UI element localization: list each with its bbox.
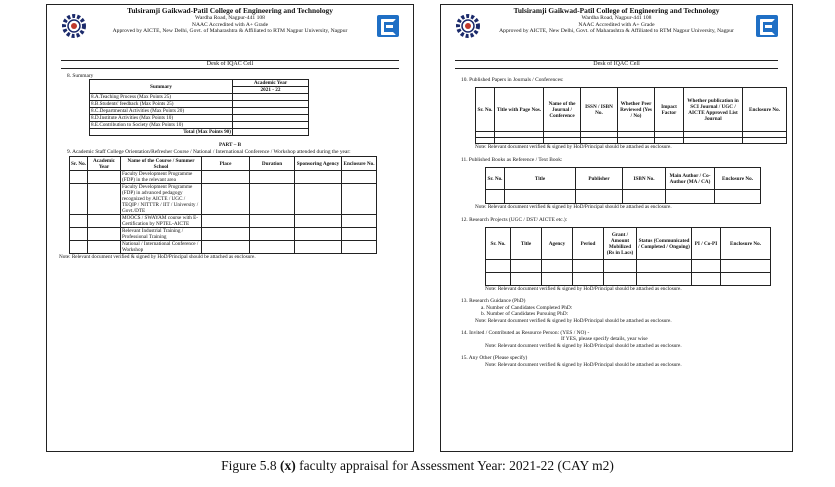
- summary-row: 8.D.Institute Activities (Max Points 10): [90, 115, 233, 122]
- table-row: National / International Conference / Workshop: [121, 241, 202, 254]
- item15-title: 15. Any Other (Please specify): [461, 355, 528, 362]
- col-pi: PI / Co-PI: [692, 228, 721, 260]
- col-grant: Grant / Amount Mobilized (Rs in Lacs): [604, 228, 637, 260]
- college-name: Tulsiramji Gaikwad-Patil College of Engineering and Technology: [127, 6, 333, 15]
- col-journal: Name of the Journal / Conference: [544, 88, 581, 132]
- caption-prefix: Figure 5.8: [221, 458, 281, 473]
- enclosure-note: Note: Relevant document verified & signed by HoD/Principal should be attached as enclosure.: [485, 342, 682, 349]
- col-title: Title: [505, 168, 576, 190]
- item9-title: 9. Academic Staff College Orientation/Refresher Course / National / International Conference / Workshop attended during the year:: [67, 148, 351, 155]
- enclosure-note: Note: Relevant document verified & signed by HoD/Principal should be attached as enclosure.: [485, 361, 682, 368]
- college-gear-logo-icon: [61, 13, 87, 39]
- item11-title: 11. Published Books as Reference / Text Book:: [461, 156, 563, 163]
- projects-table: [485, 227, 771, 286]
- col-issn: ISSN / ISBN No.: [581, 88, 618, 132]
- item13-title: 13. Research Guidance (PhD): [461, 298, 526, 305]
- approval-text: Approved by AICTE, New Delhi, Govt. of Maharashtra & Affiliated to RTM Nagpur University, Nagpur: [112, 28, 348, 35]
- figure-caption: [0, 458, 835, 474]
- col-sr-no: Sr. No.: [476, 88, 495, 132]
- summary-title: 8. Summary: [67, 73, 94, 79]
- col-author-role: Main Author / Co-Author (MA / CA): [666, 168, 715, 190]
- naac-grade: NAAC Accredited with A+ Grade: [578, 21, 655, 28]
- col-academic-year: Academic Year: [88, 157, 121, 171]
- enclosure-note: Note: Relevant document verified & signed by HoD/Principal should be attached as enclosure.: [475, 204, 672, 211]
- desk-banner: Desk of IQAC Cell: [455, 60, 778, 69]
- enclosure-note: Note: Relevant document verified & signed by HoD/Principal should be attached as enclosure.: [485, 286, 682, 293]
- academic-year-header: Academic Year: [233, 80, 309, 87]
- col-duration: Duration: [250, 157, 295, 171]
- col-enclosure-no: Enclosure No.: [721, 228, 771, 260]
- col-impact-factor: Impact Factor: [655, 88, 684, 132]
- naac-grade: NAAC Accredited with A+ Grade: [191, 21, 269, 28]
- col-peer-reviewed: Whether Peer Reviewed (Yes / No): [618, 88, 655, 132]
- books-table: [485, 167, 761, 204]
- college-gear-logo-icon: [455, 13, 481, 39]
- college-name: Tulsiramji Gaikwad-Patil College of Engineering and Technology: [513, 6, 720, 15]
- summary-row: 8.A.Teaching Process (Max Points 25): [90, 94, 233, 101]
- fdp-table: [69, 156, 377, 254]
- col-sr-no: Sr. No.: [486, 168, 505, 190]
- college-header: [47, 5, 413, 51]
- summary-row: 8.C.Departmental Activities (Max Points 20): [90, 108, 233, 115]
- col-title: Title: [511, 228, 542, 260]
- college-address: Wardha Road, Nagpur-441 108: [581, 15, 652, 21]
- caption-label: (x): [280, 458, 296, 473]
- col-publisher: Publisher: [576, 168, 623, 190]
- col-place: Place: [202, 157, 250, 171]
- papers-table: [475, 87, 787, 144]
- col-enclosure-no: Enclosure No.: [342, 157, 377, 171]
- col-sci-journal: Whether publication in SCI Journal / UGC / AICTE Approved List Journal: [684, 88, 743, 132]
- college-header: [441, 5, 792, 51]
- col-agency: Agency: [542, 228, 573, 260]
- g-brand-logo-icon: [377, 15, 399, 37]
- item13-completed: a. Number of Candidates Completed PhD:: [481, 304, 573, 311]
- item12-title: 12. Research Projects (UGC / DST/ AICTE etc.):: [461, 216, 568, 223]
- table-row: Relevant Industrial Training / Professional Training: [121, 228, 202, 241]
- col-course-name: Name of the Course / Summer School: [121, 157, 202, 171]
- part-b-title: PART – B: [218, 142, 242, 149]
- col-enclosure-no: Enclosure No.: [743, 88, 787, 132]
- appraisal-page-right: [440, 4, 793, 452]
- col-enclosure-no: Enclosure No.: [715, 168, 761, 190]
- col-period: Period: [573, 228, 604, 260]
- g-brand-logo-icon: [756, 15, 778, 37]
- summary-row: 8.B.Students' feedback (Max Points 25): [90, 101, 233, 108]
- col-isbn: ISBN No.: [623, 168, 666, 190]
- item14-detail: If YES, please specify details, year wise: [561, 336, 648, 343]
- appraisal-page-left: [46, 4, 414, 452]
- enclosure-note: Note: Relevant document verified & signed by HoD/Principal should be attached as enclosure.: [475, 317, 672, 324]
- col-status: Status (Communicated / Completed / Ongoing): [637, 228, 692, 260]
- table-row: Faculty Development Programme (FDP) in advanced pedagogy recognized by AICTE / UGC / TEQIP / NITTTR / IIT / University / Govt./DTE: [121, 184, 202, 215]
- item13-pursuing: b. Number of Candidates Pursuing PhD:: [481, 311, 569, 318]
- summary-table: [89, 79, 309, 136]
- college-address: Wardha Road, Nagpur-441 108: [195, 15, 265, 21]
- summary-header: Summary: [90, 80, 233, 94]
- col-sr-no: Sr. No.: [70, 157, 88, 171]
- col-title: Title with Page Nos.: [495, 88, 544, 132]
- enclosure-note: Note: Relevant document verified & signed by HoD/Principal should be attached as enclosure.: [59, 254, 256, 261]
- academic-year-value: 2021 - 22: [233, 87, 309, 94]
- enclosure-note: Note: Relevant document verified & signed by HoD/Principal should be attached as enclosure.: [475, 144, 672, 151]
- table-row: Faculty Development Programme (FDP) in the relevant area: [121, 171, 202, 184]
- approval-text: Approved by AICTE, New Delhi, Govt. of Maharashtra & Affiliated to RTM Nagpur University, Nagpur: [499, 28, 734, 35]
- table-row: MOOCS / SWAYAM course with E-Certification by NPTEL-AICTE: [121, 215, 202, 228]
- item10-title: 10. Published Papers in Journals / Conferences:: [461, 77, 564, 83]
- summary-total-row: Total (Max Points 90): [90, 129, 233, 136]
- summary-row: 8.E.Contribution to Society (Max Points 10): [90, 122, 233, 129]
- caption-text: faculty appraisal for Assessment Year: 2021-22 (CAY m2): [295, 458, 614, 473]
- col-sponsoring-agency: Sponsoring Agency: [295, 157, 342, 171]
- col-sr-no: Sr. No.: [486, 228, 511, 260]
- item14-title: 14. Invited / Contributed as Resource Person: (YES / NO) -: [461, 330, 590, 337]
- desk-banner: Desk of IQAC Cell: [61, 60, 399, 69]
